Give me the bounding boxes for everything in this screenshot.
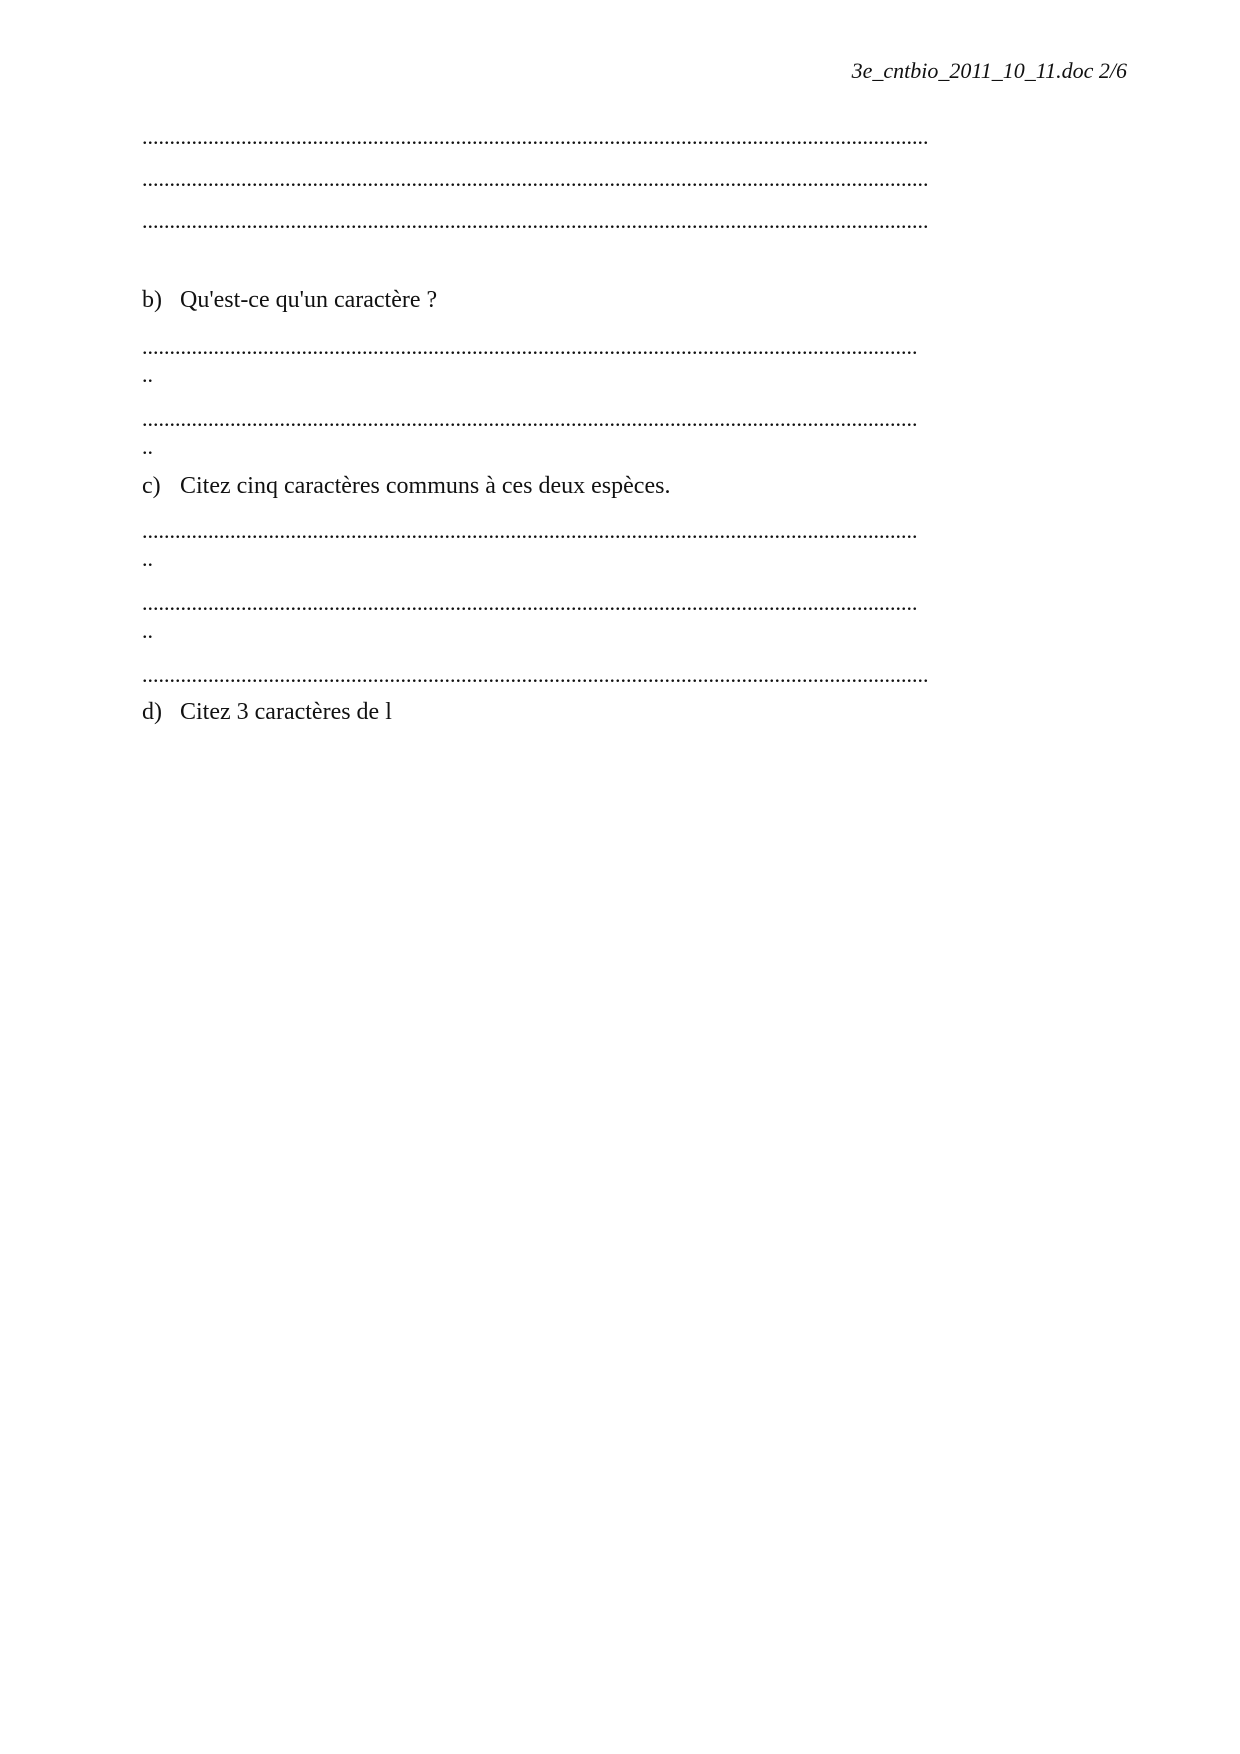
question-b-label: b) bbox=[142, 287, 162, 313]
question-c-label: c) bbox=[142, 473, 161, 499]
answer-line-tail: .. bbox=[142, 546, 153, 571]
answer-line-tail: .. bbox=[142, 618, 153, 643]
answer-line: ............................................................................................................................................. bbox=[142, 334, 918, 359]
question-c-text: Citez cinq caractères communs à ces deux espèces. bbox=[180, 473, 671, 499]
answer-line: ............................................................................................................................................. bbox=[142, 518, 918, 543]
question-c bbox=[142, 472, 670, 500]
answer-line: ............................................................................................................................................. bbox=[142, 590, 918, 615]
answer-line: ............................................................................................................................................. bbox=[142, 406, 918, 431]
question-d-text: Citez 3 caractères de l bbox=[180, 699, 392, 725]
answer-line: ............................................................................................................................................... bbox=[142, 208, 929, 233]
answer-line: ............................................................................................................................................... bbox=[142, 662, 929, 687]
question-d-label: d) bbox=[142, 699, 162, 725]
answer-line-tail: .. bbox=[142, 434, 153, 459]
page-header-filename: 3e_cntbio_2011_10_11.doc 2/6 bbox=[851, 58, 1127, 83]
answer-line: ............................................................................................................................................... bbox=[142, 124, 929, 149]
answer-line: ............................................................................................................................................... bbox=[142, 166, 929, 191]
question-b bbox=[142, 286, 437, 314]
answer-line-tail: .. bbox=[142, 362, 153, 387]
question-d bbox=[142, 698, 392, 726]
question-b-text: Qu'est-ce qu'un caractère ? bbox=[180, 287, 438, 313]
